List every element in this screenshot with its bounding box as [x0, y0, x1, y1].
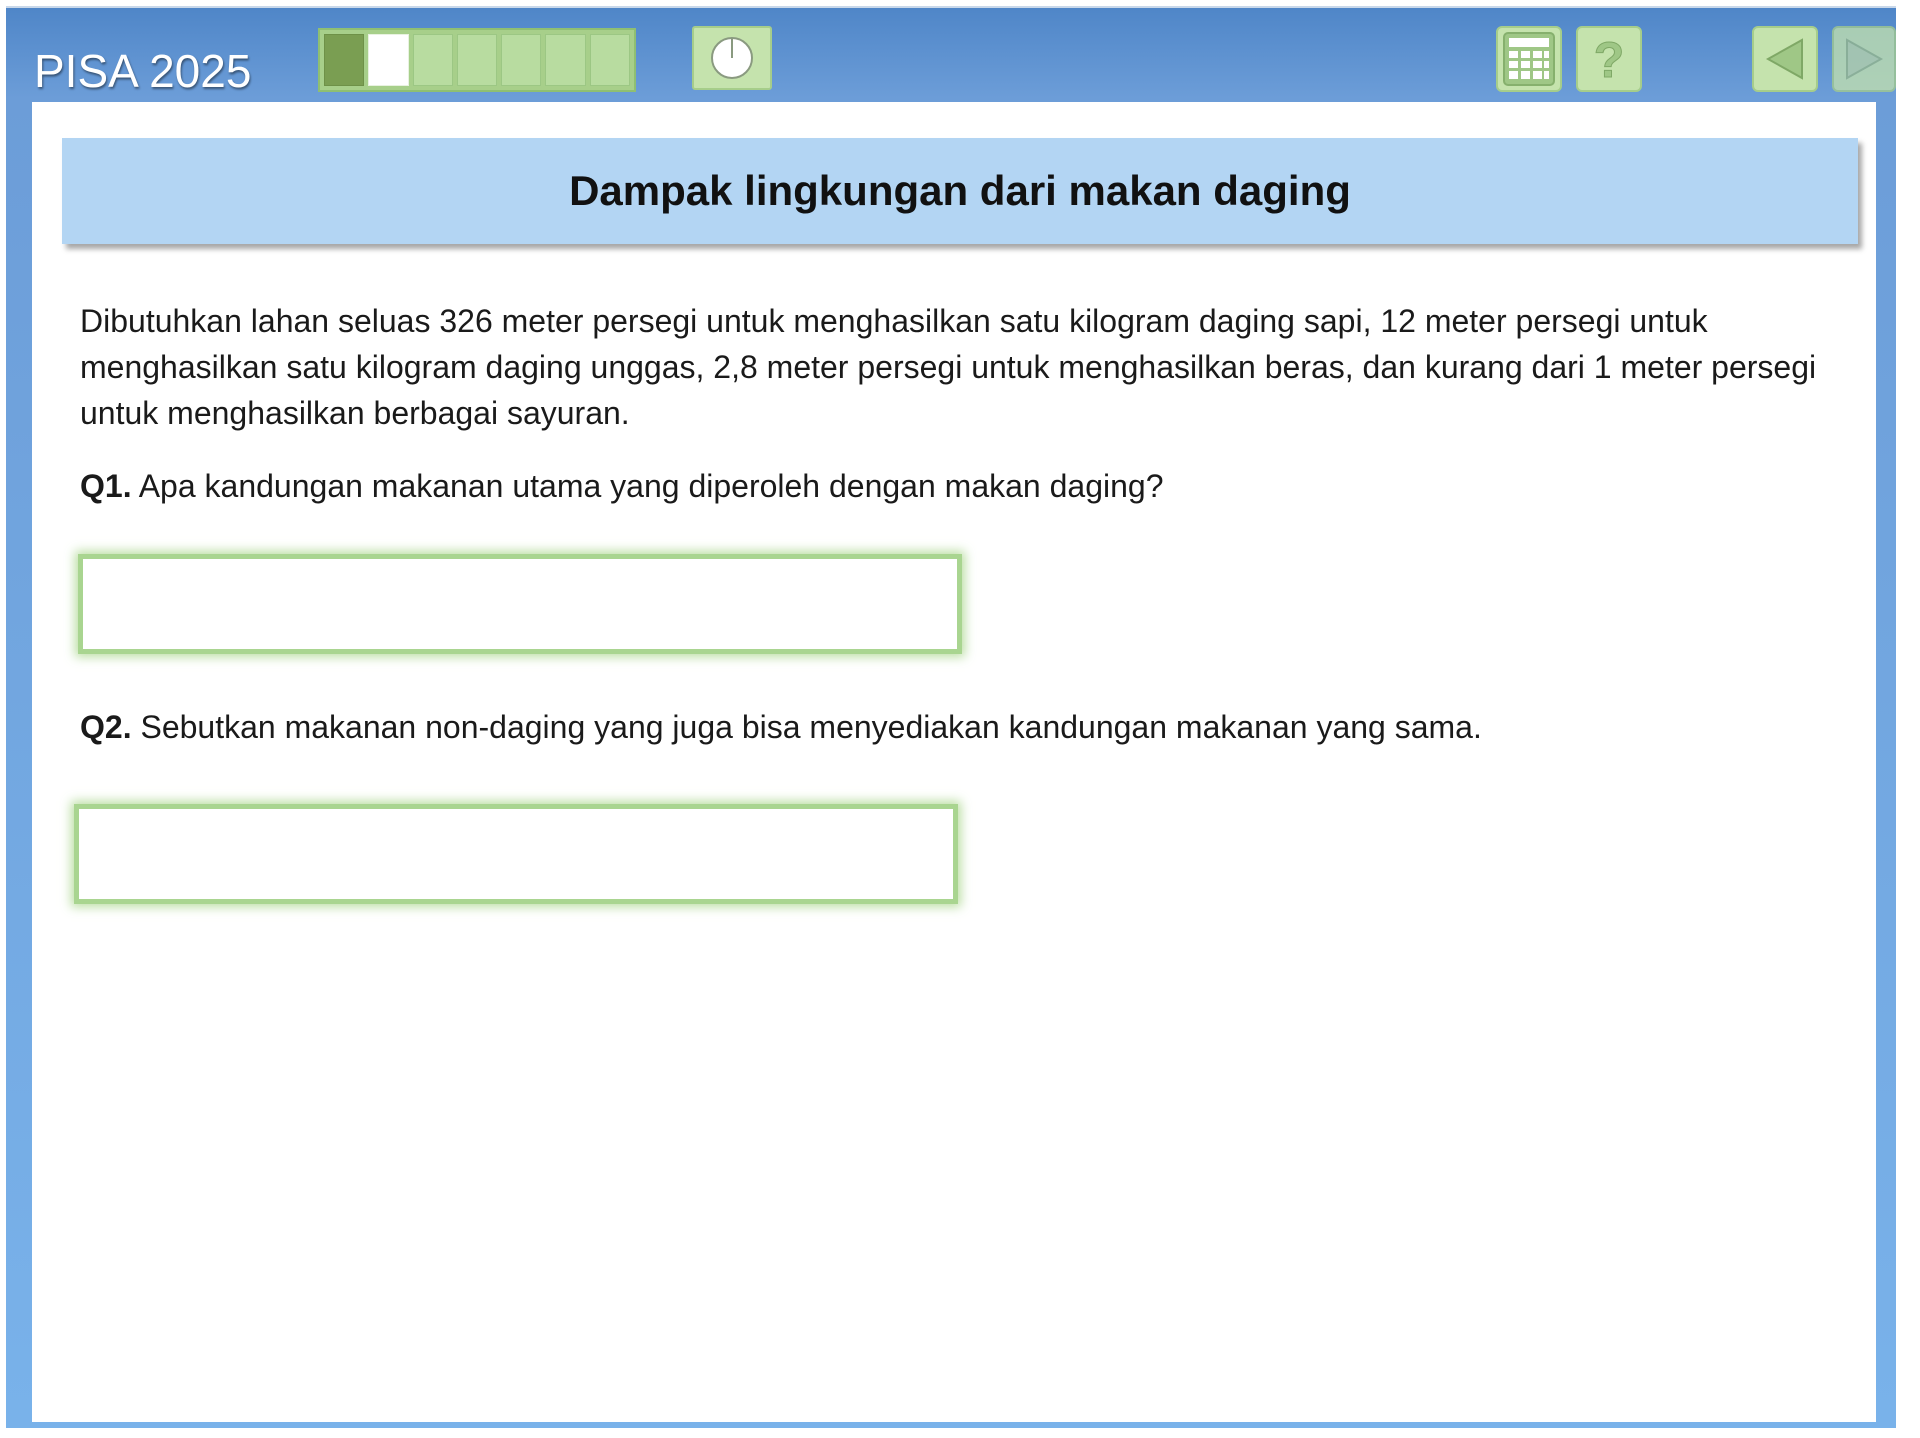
question-text: Sebutkan makanan non-daging yang juga bisa menyediakan kandungan makanan yang sama. [131, 709, 1482, 745]
top-toolbar [6, 8, 1896, 102]
question-text: Apa kandungan makanan utama yang diperoleh dengan makan daging? [131, 468, 1164, 504]
question-label: Q2. [80, 709, 132, 745]
timer-button[interactable] [692, 26, 772, 90]
progress-segment [501, 34, 541, 86]
answer-2-input[interactable] [74, 804, 958, 904]
progress-segment [545, 34, 585, 86]
calculator-icon [1502, 31, 1556, 87]
app-frame [6, 6, 1896, 1428]
progress-segment [457, 34, 497, 86]
question-1 [80, 468, 1163, 505]
help-icon [1584, 31, 1634, 87]
next-button[interactable] [1832, 26, 1896, 92]
unit-title: Dampak lingkungan dari makan daging [569, 167, 1351, 214]
progress-segment-current [368, 34, 408, 86]
arrow-right-icon [1839, 34, 1889, 84]
progress-segment-completed [324, 34, 364, 86]
brand-logo: PISA 2025 [34, 45, 252, 97]
help-button[interactable] [1576, 26, 1642, 92]
arrow-left-icon [1760, 34, 1810, 84]
question-2 [80, 709, 1482, 746]
calculator-button[interactable] [1496, 26, 1562, 92]
svg-text:?: ? [1593, 32, 1625, 87]
timer-icon [709, 35, 755, 81]
stimulus-passage: Dibutuhkan lahan seluas 326 meter persegi untuk menghasilkan satu kilogram daging sapi, 12 meter persegi untuk menghasilkan satu kilogram daging unggas, 2,8 meter persegi untuk menghasilkan beras, dan kurang dari 1 meter persegi untuk menghasilkan berbagai sayuran. [80, 303, 1817, 431]
progress-segment [413, 34, 453, 86]
answer-1-input[interactable] [78, 554, 962, 654]
question-panel [32, 102, 1876, 1422]
progress-bar [318, 28, 636, 92]
previous-button[interactable] [1752, 26, 1818, 92]
progress-segment [590, 34, 630, 86]
unit-title-bar [62, 138, 1858, 244]
question-label: Q1. [80, 468, 132, 504]
